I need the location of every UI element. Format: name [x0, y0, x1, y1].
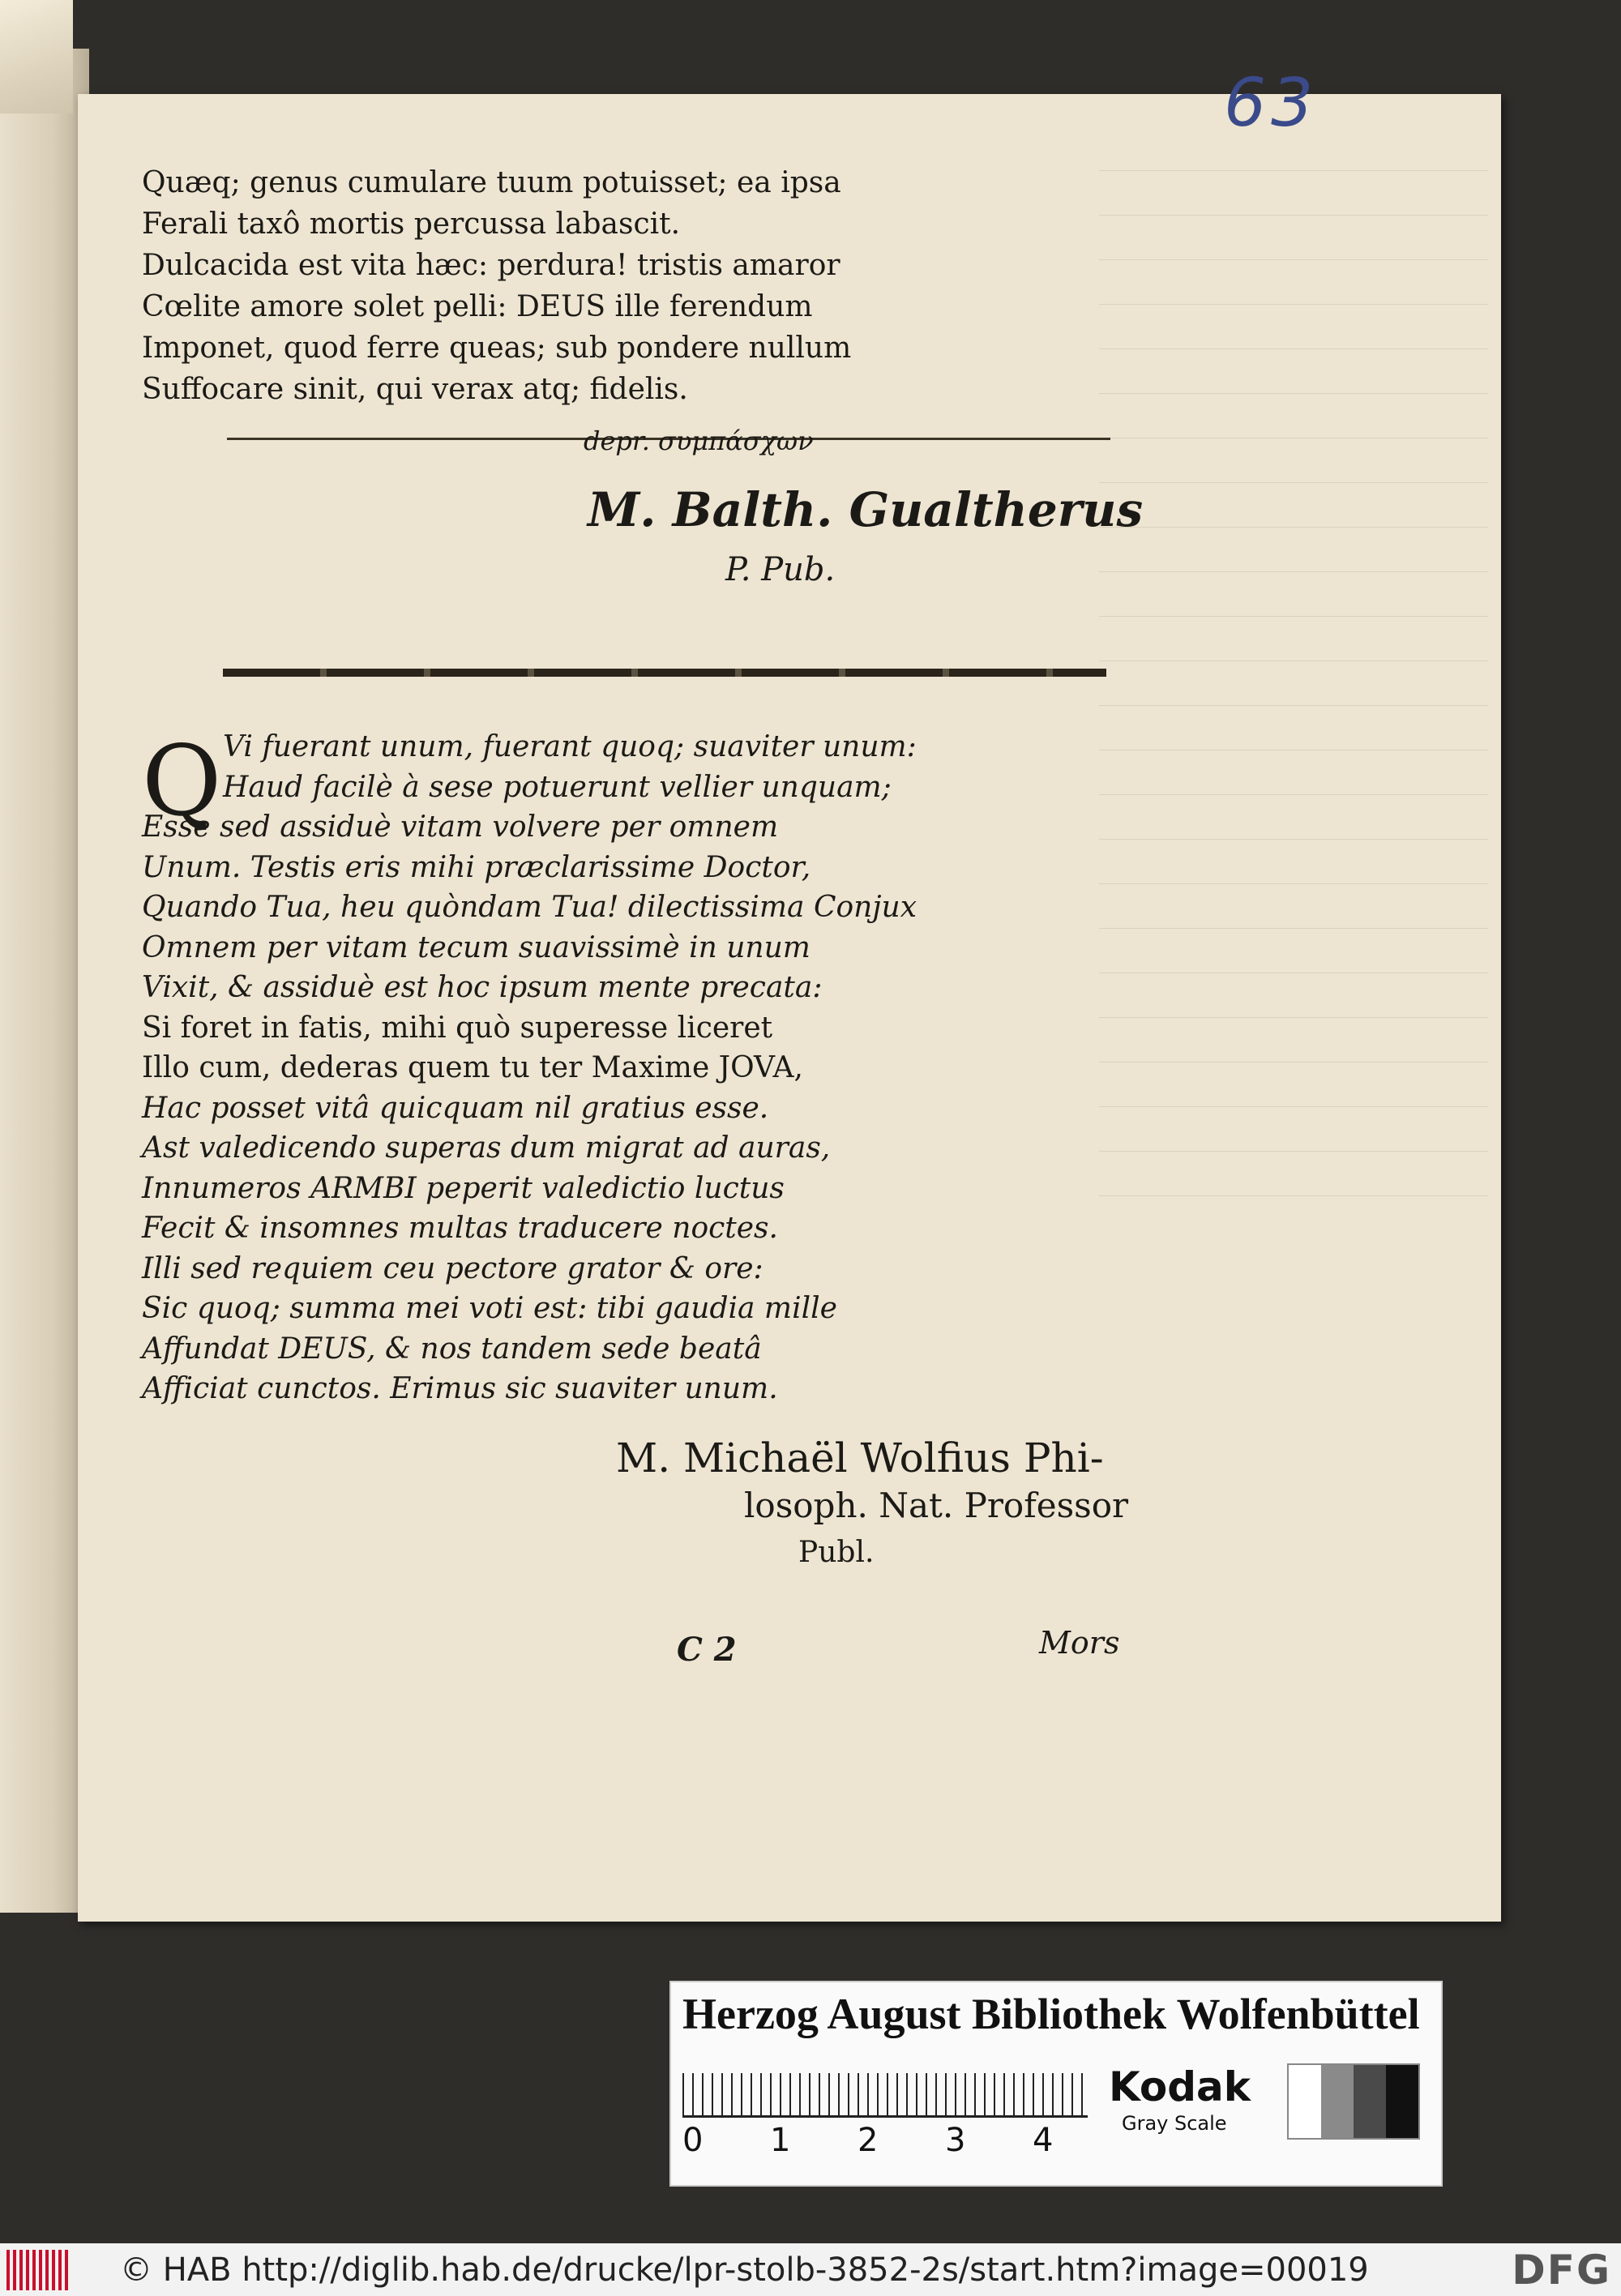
verse-line: Omnem per vitam tecum suavissimè in unum [142, 930, 810, 964]
verse-line: Afficiat cunctos. Erimus sic suaviter unum. [142, 1372, 778, 1405]
source-url[interactable]: © HAB http://diglib.hab.de/drucke/lpr-stolb-3852-2s/start.htm?image=00019 [120, 2251, 1369, 2289]
second-signature-line1: M. Michaël Wolfius Phi- [616, 1434, 1104, 1481]
verse-line: Hac posset vitâ quicquam nil gratius esse. [142, 1091, 769, 1125]
author-signature: M. Balth. Gualtherus [588, 482, 1144, 537]
verse-line: Unum. Testis eris mihi præclarissime Doctor, [142, 850, 811, 884]
scale-number: 1 [770, 2122, 791, 2159]
scale-number: 0 [682, 2122, 704, 2159]
verse-line: Si foret in fatis, mihi quò superesse liceret [142, 1011, 773, 1045]
verse-line: Fecit & insomnes multas traducere noctes. [142, 1212, 778, 1245]
ornamental-rule [223, 669, 1106, 677]
verse-line: Vi fuerant unum, fuerant quoq; suaviter unum: [223, 730, 917, 763]
adjacent-page-edge [0, 49, 89, 1913]
book-corner [0, 0, 73, 113]
verse-line: Sic quoq; summa mei voti est: tibi gaudia mille [142, 1292, 837, 1325]
signature-mark: C 2 [677, 1631, 737, 1669]
poem-one [142, 162, 851, 410]
scale-number: 4 [1033, 2122, 1054, 2159]
library-color-target [669, 1981, 1443, 2187]
verse-line: Quæq; genus cumulare tuum potuisset; ea ipsa [142, 166, 841, 199]
verse-line: Dulcacida est vita hæc: perdura! tristis amaror [142, 249, 840, 282]
hab-logo-icon [6, 2250, 71, 2290]
verse-line: Haud facilè à sese potuerunt vellier unquam; [223, 770, 892, 804]
scale-numbers [682, 2122, 1120, 2159]
scale-number: 3 [945, 2122, 966, 2159]
poem-two [142, 727, 917, 1409]
bleed-through-text [1099, 126, 1488, 1788]
verse-line: Ast valedicendo superas dum migrat ad auras, [142, 1131, 831, 1165]
drop-capital: Q [142, 725, 222, 838]
scale-number: 2 [858, 2122, 879, 2159]
dfg-logo: DFG [1512, 2246, 1611, 2294]
gray-patches [1287, 2063, 1420, 2140]
folio-number: 63 [1224, 65, 1319, 142]
verse-line: Vixit, & assiduè est hoc ipsum mente precata: [142, 971, 823, 1004]
second-signature-line2: losoph. Nat. Professor [744, 1486, 1129, 1525]
verse-line: Imponet, quod ferre queas; sub pondere nullum [142, 331, 852, 365]
kodak-logo: Kodak [1109, 2063, 1251, 2110]
verse-line: Illi sed requiem ceu pectore grator & ore: [142, 1251, 763, 1285]
scale-ruler [682, 2073, 1088, 2118]
catchword: Mors [1039, 1625, 1120, 1661]
gray-scale-label: Gray Scale [1122, 2112, 1227, 2135]
verse-line: Quando Tua, heu quòndam Tua! dilectissima Conjux [142, 891, 917, 924]
verse-line: Innumeros ARMBI peperit valedictio luctus [142, 1171, 785, 1205]
second-signature-line3: Publ. [798, 1536, 875, 1569]
verse-line: Ferali taxô mortis percussa labascit. [142, 207, 681, 241]
verse-line: Cœlite amore solet pelli: DEUS ille ferendum [142, 290, 813, 323]
verse-line: Esse sed assiduè vitam volvere per omnem [142, 810, 779, 844]
verse-line: Suffocare sinit, qui verax atq; fidelis. [142, 373, 688, 406]
author-title: P. Pub. [725, 551, 836, 588]
footer-bar [0, 2243, 1621, 2296]
library-name: Herzog August Bibliothek Wolfenbüttel [682, 1990, 1420, 2038]
verse-line: Affundat DEUS, & nos tandem sede beatâ [142, 1332, 762, 1366]
verse-line: Illo cum, dederas quem tu ter Maxime JOVA, [142, 1051, 803, 1084]
signature-note: depr. συμπάσχων [584, 425, 814, 456]
